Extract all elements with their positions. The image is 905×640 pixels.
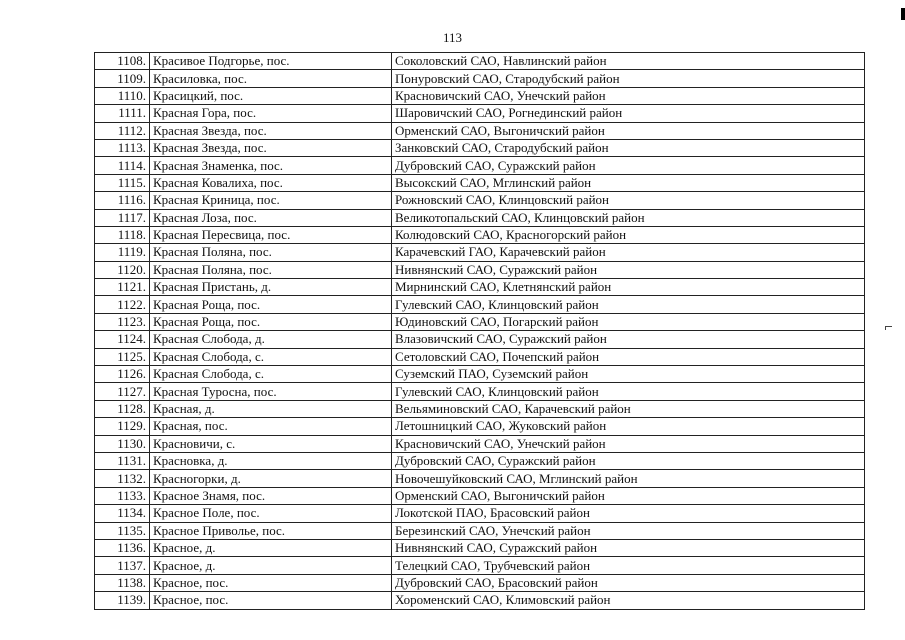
row-number-cell: 1122. — [95, 296, 150, 313]
table-row — [95, 435, 865, 452]
table-row — [95, 313, 865, 330]
settlements-table — [94, 52, 865, 610]
settlement-name-cell: Красная, д. — [150, 400, 392, 417]
row-number-cell: 1134. — [95, 505, 150, 522]
administrative-unit-cell: Высокский САО, Мглинский район — [392, 174, 865, 191]
table-row — [95, 244, 865, 261]
table-row — [95, 452, 865, 469]
table-row — [95, 279, 865, 296]
settlement-name-cell: Красная Пересвица, пос. — [150, 226, 392, 243]
administrative-unit-cell: Красновичский САО, Унечский район — [392, 87, 865, 104]
administrative-unit-cell: Соколовский САО, Навлинский район — [392, 53, 865, 70]
table-row — [95, 522, 865, 539]
administrative-unit-cell: Колюдовский САО, Красногорский район — [392, 226, 865, 243]
table-row — [95, 174, 865, 191]
table-row — [95, 574, 865, 591]
table-row — [95, 366, 865, 383]
row-number-cell: 1114. — [95, 157, 150, 174]
row-number-cell: 1124. — [95, 331, 150, 348]
administrative-unit-cell: Карачевский ГАО, Карачевский район — [392, 244, 865, 261]
row-number-cell: 1118. — [95, 226, 150, 243]
table-row — [95, 348, 865, 365]
row-number-cell: 1138. — [95, 574, 150, 591]
administrative-unit-cell: Понуровский САО, Стародубский район — [392, 70, 865, 87]
settlement-name-cell: Красногорки, д. — [150, 470, 392, 487]
administrative-unit-cell: Нивнянский САО, Суражский район — [392, 261, 865, 278]
row-number-cell: 1135. — [95, 522, 150, 539]
settlement-name-cell: Красная Пристань, д. — [150, 279, 392, 296]
administrative-unit-cell: Влазовичский САО, Суражский район — [392, 331, 865, 348]
row-number-cell: 1139. — [95, 592, 150, 609]
administrative-unit-cell: Великотопальский САО, Клинцовский район — [392, 209, 865, 226]
table-row — [95, 105, 865, 122]
row-number-cell: 1136. — [95, 539, 150, 556]
table-row — [95, 557, 865, 574]
row-number-cell: 1128. — [95, 400, 150, 417]
administrative-unit-cell: Юдиновский САО, Погарский район — [392, 313, 865, 330]
table-row — [95, 139, 865, 156]
administrative-unit-cell: Нивнянский САО, Суражский район — [392, 539, 865, 556]
administrative-unit-cell: Красновичский САО, Унечский район — [392, 435, 865, 452]
table-row — [95, 296, 865, 313]
administrative-unit-cell: Хороменский САО, Климовский район — [392, 592, 865, 609]
settlement-name-cell: Красная Знаменка, пос. — [150, 157, 392, 174]
settlement-name-cell: Красная Роща, пос. — [150, 296, 392, 313]
row-number-cell: 1109. — [95, 70, 150, 87]
row-number-cell: 1108. — [95, 53, 150, 70]
row-number-cell: 1120. — [95, 261, 150, 278]
row-number-cell: 1116. — [95, 192, 150, 209]
administrative-unit-cell: Летошницкий САО, Жуковский район — [392, 418, 865, 435]
administrative-unit-cell: Березинский САО, Унечский район — [392, 522, 865, 539]
settlement-name-cell: Красное, пос. — [150, 592, 392, 609]
administrative-unit-cell: Суземский ПАО, Суземский район — [392, 366, 865, 383]
settlement-name-cell: Красная Криница, пос. — [150, 192, 392, 209]
settlement-name-cell: Красное Знамя, пос. — [150, 487, 392, 504]
row-number-cell: 1127. — [95, 383, 150, 400]
administrative-unit-cell: Мирнинский САО, Клетнянский район — [392, 279, 865, 296]
table-row — [95, 122, 865, 139]
table-row — [95, 226, 865, 243]
settlement-name-cell: Красная Слобода, с. — [150, 348, 392, 365]
table-row — [95, 592, 865, 609]
settlement-name-cell: Красная Звезда, пос. — [150, 122, 392, 139]
table-row — [95, 192, 865, 209]
administrative-unit-cell: Сетоловский САО, Почепский район — [392, 348, 865, 365]
table-row — [95, 400, 865, 417]
margin-mark — [901, 8, 905, 20]
row-number-cell: 1117. — [95, 209, 150, 226]
table-row — [95, 157, 865, 174]
table-row — [95, 539, 865, 556]
row-number-cell: 1132. — [95, 470, 150, 487]
settlement-name-cell: Красная Слобода, д. — [150, 331, 392, 348]
administrative-unit-cell: Новочешуйковский САО, Мглинский район — [392, 470, 865, 487]
settlement-name-cell: Красная, пос. — [150, 418, 392, 435]
settlement-name-cell: Красная Ковалиха, пос. — [150, 174, 392, 191]
administrative-unit-cell: Гулевский САО, Клинцовский район — [392, 383, 865, 400]
row-number-cell: 1123. — [95, 313, 150, 330]
table-row — [95, 470, 865, 487]
settlement-name-cell: Красновка, д. — [150, 452, 392, 469]
table-row — [95, 261, 865, 278]
table-row — [95, 209, 865, 226]
settlement-name-cell: Красное Поле, пос. — [150, 505, 392, 522]
row-number-cell: 1129. — [95, 418, 150, 435]
row-number-cell: 1125. — [95, 348, 150, 365]
administrative-unit-cell: Вельяминовский САО, Карачевский район — [392, 400, 865, 417]
settlement-name-cell: Красицкий, пос. — [150, 87, 392, 104]
settlement-name-cell: Красная Гора, пос. — [150, 105, 392, 122]
table-row — [95, 383, 865, 400]
administrative-unit-cell: Орменский САО, Выгоничский район — [392, 122, 865, 139]
table-row — [95, 87, 865, 104]
administrative-unit-cell: Рожновский САО, Клинцовский район — [392, 192, 865, 209]
administrative-unit-cell: Дубровский САО, Суражский район — [392, 157, 865, 174]
settlement-name-cell: Красная Звезда, пос. — [150, 139, 392, 156]
page-number: 113 — [442, 30, 463, 45]
row-number-cell: 1113. — [95, 139, 150, 156]
table-row — [95, 418, 865, 435]
settlement-name-cell: Красная Роща, пос. — [150, 313, 392, 330]
row-number-cell: 1110. — [95, 87, 150, 104]
settlement-name-cell: Красная Поляна, пос. — [150, 244, 392, 261]
administrative-unit-cell: Орменский САО, Выгоничский район — [392, 487, 865, 504]
settlement-name-cell: Красиловка, пос. — [150, 70, 392, 87]
settlement-name-cell: Красивое Подгорье, пос. — [150, 53, 392, 70]
administrative-unit-cell: Телецкий САО, Трубчевский район — [392, 557, 865, 574]
administrative-unit-cell: Гулевский САО, Клинцовский район — [392, 296, 865, 313]
settlement-name-cell: Красная Слобода, с. — [150, 366, 392, 383]
row-number-cell: 1133. — [95, 487, 150, 504]
settlement-name-cell: Красное, д. — [150, 557, 392, 574]
table-row — [95, 331, 865, 348]
table-row — [95, 487, 865, 504]
row-number-cell: 1112. — [95, 122, 150, 139]
administrative-unit-cell: Локотской ПАО, Брасовский район — [392, 505, 865, 522]
settlement-name-cell: Красное Приволье, пос. — [150, 522, 392, 539]
row-number-cell: 1137. — [95, 557, 150, 574]
table-row — [95, 53, 865, 70]
table-body — [95, 53, 865, 610]
settlement-name-cell: Красное, пос. — [150, 574, 392, 591]
administrative-unit-cell: Дубровский САО, Брасовский район — [392, 574, 865, 591]
row-number-cell: 1119. — [95, 244, 150, 261]
administrative-unit-cell: Шаровичский САО, Рогнединский район — [392, 105, 865, 122]
row-number-cell: 1131. — [95, 452, 150, 469]
settlement-name-cell: Красная Поляна, пос. — [150, 261, 392, 278]
settlement-name-cell: Красная Лоза, пос. — [150, 209, 392, 226]
table-row — [95, 70, 865, 87]
row-number-cell: 1130. — [95, 435, 150, 452]
table-row — [95, 505, 865, 522]
administrative-unit-cell: Дубровский САО, Суражский район — [392, 452, 865, 469]
settlement-name-cell: Красное, д. — [150, 539, 392, 556]
settlement-name-cell: Красновичи, с. — [150, 435, 392, 452]
margin-tick — [885, 326, 892, 330]
administrative-unit-cell: Занковский САО, Стародубский район — [392, 139, 865, 156]
row-number-cell: 1115. — [95, 174, 150, 191]
settlement-name-cell: Красная Туросна, пос. — [150, 383, 392, 400]
row-number-cell: 1111. — [95, 105, 150, 122]
row-number-cell: 1126. — [95, 366, 150, 383]
row-number-cell: 1121. — [95, 279, 150, 296]
